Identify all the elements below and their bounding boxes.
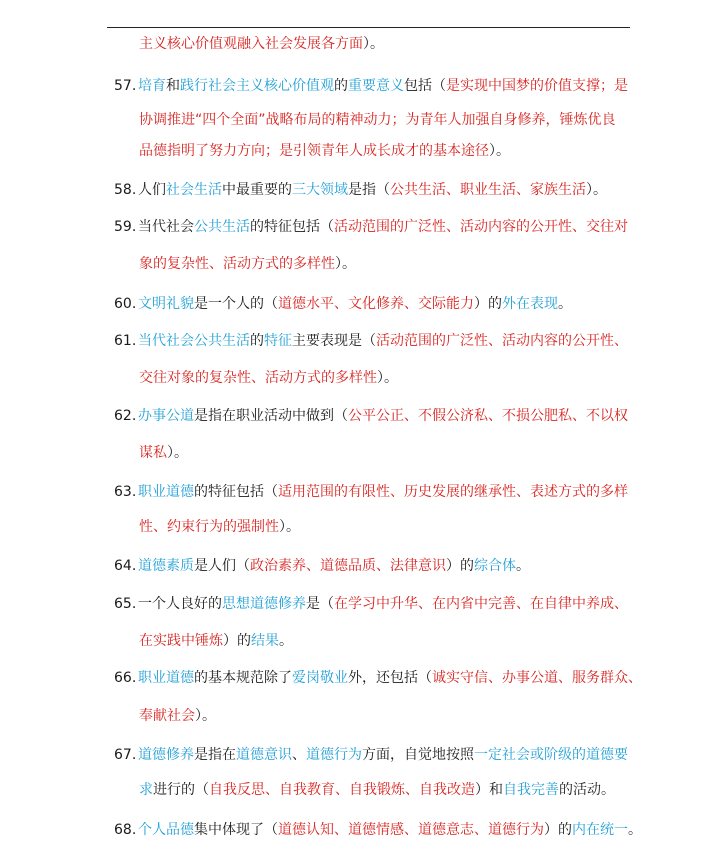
item-number-64: 64.: [114, 558, 137, 574]
item-66-line-2: [139, 706, 216, 726]
body-text: 的: [334, 78, 348, 94]
item-number-60: 60.: [114, 296, 137, 312]
body-text: 。: [628, 822, 642, 838]
body-text: ）的: [544, 822, 572, 838]
item-60-line-1: [138, 294, 572, 314]
answer-text: 适用范围的有限性、历史发展的继承性、表述方式的多样: [278, 484, 628, 500]
body-text: ）。: [363, 36, 384, 52]
body-text: 的基本规范除了: [194, 670, 292, 686]
keyword-text: 践行社会主义核心价值观: [180, 78, 334, 94]
item-57-line-3: [139, 141, 510, 161]
body-text: ）。: [195, 708, 216, 724]
body-text: 进行的（: [153, 782, 209, 798]
answer-text: 诚实守信、办事公道、服务群众、: [432, 670, 642, 686]
body-text: 。: [558, 296, 572, 312]
body-text: 是人们（: [194, 558, 250, 574]
item-number-68: 68.: [114, 822, 137, 838]
body-text: 包括（: [404, 78, 446, 94]
item-67-line-2: [139, 780, 615, 800]
answer-text: 政治素养、道德品质、法律意识: [250, 558, 446, 574]
item-number-61: 61.: [114, 333, 137, 349]
body-text: 是指在职业活动中做到（: [194, 408, 348, 424]
item-66-line-1: [138, 668, 642, 688]
answer-text: 在学习中升华、在内省中完善、在自律中养成、: [334, 596, 628, 612]
answer-text: 自我反思、自我教育、自我锻炼、自我改造: [209, 782, 475, 798]
answer-text: 公共生活、职业生活、家族生活: [390, 182, 586, 198]
body-text: ）。: [167, 445, 188, 461]
body-text: 的: [250, 333, 264, 349]
body-text: 是指在: [194, 747, 236, 763]
body-text: 外，还包括（: [348, 670, 432, 686]
keyword-text: 思想道德修养: [222, 596, 306, 612]
answer-text: 象的复杂性、活动方式的多样性: [139, 256, 335, 272]
keyword-text: 办事公道: [138, 408, 194, 424]
keyword-text: 职业道德: [138, 484, 194, 500]
keyword-text: 道德修养: [138, 747, 194, 763]
item-62-line-2: [139, 443, 188, 463]
item-57-line-1: [138, 76, 628, 96]
body-text: ）。: [335, 256, 356, 272]
answer-text: 活动范围的广泛性、活动内容的公开性、交往对: [334, 219, 628, 235]
keyword-text: 三大领域: [292, 182, 348, 198]
keyword-text: 个人品德: [138, 822, 194, 838]
keyword-text: 求: [139, 782, 153, 798]
body-text: ）。: [279, 519, 300, 535]
keyword-text: 社会生活: [166, 182, 222, 198]
item-62-line-1: [138, 406, 628, 426]
keyword-text: 重要意义: [348, 78, 404, 94]
answer-text: 是实现中国梦的价值支撑；是: [446, 78, 628, 94]
item-68-line-1: [138, 820, 642, 840]
body-text: 中最重要的: [222, 182, 292, 198]
item-number-62: 62.: [114, 408, 137, 424]
body-text: ）的: [446, 558, 474, 574]
keyword-text: 文明礼貌: [138, 296, 194, 312]
keyword-text: 道德素质: [138, 558, 194, 574]
keyword-text: 当代社会公共生活: [138, 333, 250, 349]
keyword-text: 内在统一: [572, 822, 628, 838]
item-63-line-2: [139, 517, 300, 537]
item-number-67: 67.: [114, 747, 137, 763]
continuation-line: [139, 34, 384, 54]
answer-text: 主义核心价值观融入社会发展各方面: [139, 36, 363, 52]
keyword-text: 结果: [251, 633, 279, 649]
body-text: 一个人良好的: [138, 596, 222, 612]
answer-text: 在实践中锤炼: [139, 633, 223, 649]
body-text: ）。: [377, 370, 398, 386]
answer-text: 性、约束行为的强制性: [139, 519, 279, 535]
body-text: ）和: [475, 782, 503, 798]
keyword-text: 特征: [264, 333, 292, 349]
keyword-text: 公共生活: [194, 219, 250, 235]
keyword-text: 爱岗敬业: [292, 670, 348, 686]
answer-text: 奉献社会: [139, 708, 195, 724]
item-61-line-2: [139, 368, 398, 388]
answer-text: 品德指明了努力方向；是引领青年人成长成才的基本途径: [139, 143, 489, 159]
body-text: 的特征包括（: [250, 219, 334, 235]
keyword-text: 一定社会或阶级的道德要: [474, 747, 628, 763]
body-text: 的特征包括（: [194, 484, 278, 500]
keyword-text: 职业道德: [138, 670, 194, 686]
body-text: 人们: [138, 182, 166, 198]
body-text: 集中体现了（: [194, 822, 278, 838]
answer-text: 交往对象的复杂性、活动方式的多样性: [139, 370, 377, 386]
body-text: 当代社会: [138, 219, 194, 235]
item-number-57: 57.: [114, 78, 137, 94]
answer-text: 谋私: [139, 445, 167, 461]
item-64-line-1: [138, 556, 530, 576]
body-text: 。: [279, 633, 293, 649]
body-text: 主要表现是（: [292, 333, 376, 349]
body-text: ）的: [474, 296, 502, 312]
item-number-63: 63.: [114, 484, 137, 500]
keyword-text: 综合体: [474, 558, 516, 574]
item-number-58: 58.: [114, 182, 137, 198]
header-rule: [107, 27, 630, 28]
body-text: 和: [166, 78, 180, 94]
item-65-line-2: [139, 631, 293, 651]
answer-text: 协调推进“四个全面”战略布局的精神动力；为青年人加强自身修养，锤炼优良: [139, 112, 616, 128]
item-63-line-1: [138, 482, 628, 502]
keyword-text: 道德行为: [306, 747, 362, 763]
item-67-line-1: [138, 745, 628, 765]
body-text: ）的: [223, 633, 251, 649]
answer-text: 道德水平、文化修养、交际能力: [278, 296, 474, 312]
body-text: 。: [516, 558, 530, 574]
body-text: 是一个人的（: [194, 296, 278, 312]
keyword-text: 道德意识: [236, 747, 292, 763]
answer-text: 活动范围的广泛性、活动内容的公开性、: [376, 333, 628, 349]
item-61-line-1: [138, 331, 628, 351]
keyword-text: 培育: [138, 78, 166, 94]
item-59-line-1: [138, 217, 628, 237]
keyword-text: 外在表现: [502, 296, 558, 312]
body-text: 的活动。: [559, 782, 615, 798]
body-text: 是指（: [348, 182, 390, 198]
item-65-line-1: [138, 594, 628, 614]
body-text: 是（: [306, 596, 334, 612]
item-number-66: 66.: [114, 670, 137, 686]
body-text: 、: [292, 747, 306, 763]
item-number-65: 65.: [114, 596, 137, 612]
body-text: 方面，自觉地按照: [362, 747, 474, 763]
item-59-line-2: [139, 254, 356, 274]
answer-text: 道德认知、道德情感、道德意志、道德行为: [278, 822, 544, 838]
keyword-text: 自我完善: [503, 782, 559, 798]
item-57-line-2: [139, 110, 616, 130]
body-text: ）。: [489, 143, 510, 159]
item-58-line-1: [138, 180, 607, 200]
body-text: ）。: [586, 182, 607, 198]
answer-text: 公平公正、不假公济私、不损公肥私、不以权: [348, 408, 628, 424]
item-number-59: 59.: [114, 219, 137, 235]
